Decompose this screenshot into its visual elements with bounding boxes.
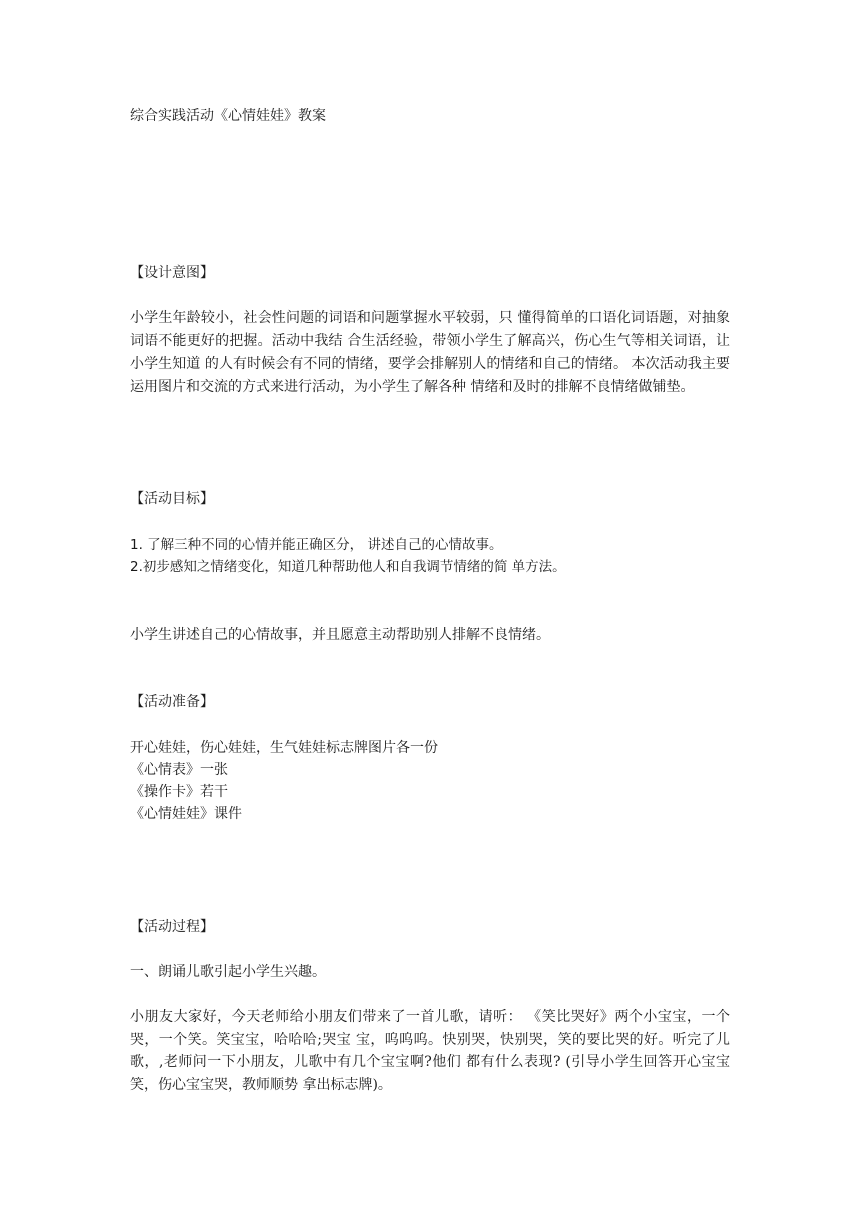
preparation-item: 开心娃娃，伤心娃娃，生气娃娃标志牌图片各一份 (130, 740, 438, 756)
preparation-item: 《操作卡》若干 (130, 784, 228, 800)
heading-activity-preparation: 【活动准备】 (130, 694, 214, 710)
goal-item-1: 1. 了解三种不同的心情并能正确区分， 讲述自己的心情故事。 (130, 537, 503, 553)
preparation-list (130, 737, 730, 825)
heading-design-intent: 【设计意图】 (130, 265, 214, 281)
heading-activity-goals: 【活动目标】 (130, 491, 214, 507)
document-title: 综合实践活动《心情娃娃》教案 (130, 108, 326, 124)
process-step-1: 一、朗诵儿歌引起小学生兴趣。 (130, 964, 326, 980)
preparation-item: 《心情娃娃》课件 (130, 806, 242, 822)
heading-activity-process: 【活动过程】 (130, 919, 214, 935)
design-intent-paragraph: 小学生年龄较小，社会性问题的词语和问题掌握水平较弱，只 懂得简单的口语化词语题，对抽象词语不能更好的把握。活动中我结 合生活经验，带领小学生了解高兴，伤心生气等相关词语，让小学生知道 的人有时候会有不同的情绪，要学会排解别人的情绪和自己的情绪。 本次活动我主要运用图片和交流的方式来进行活动，为小学生了解各种 情绪和及时的排解不良情绪做铺垫。 (130, 310, 730, 395)
preparation-item: 《心情表》一张 (130, 762, 228, 778)
activity-goals-list (130, 534, 730, 578)
goal-item-2: 2.初步感知之情绪变化，知道几种帮助他人和自我调节情绪的简 单方法。 (130, 559, 566, 575)
goal-note: 小学生讲述自己的心情故事，并且愿意主动帮助别人排解不良情绪。 (130, 627, 550, 643)
process-step-1-paragraph: 小朋友大家好，今天老师给小朋友们带来了一首儿歌，请听： 《笑比哭好》两个小宝宝，一个哭，一个笑。笑宝宝，哈哈哈;哭宝 宝，呜呜呜。快别哭，快别哭，笑的要比哭的好。听完了儿歌，,老师问一下小朋友，儿歌中有几个宝宝啊?他们 都有什么表现? (引导小学生回答开心宝宝笑，伤心宝宝哭，教师顺势 拿出标志牌)。 (130, 1009, 730, 1093)
